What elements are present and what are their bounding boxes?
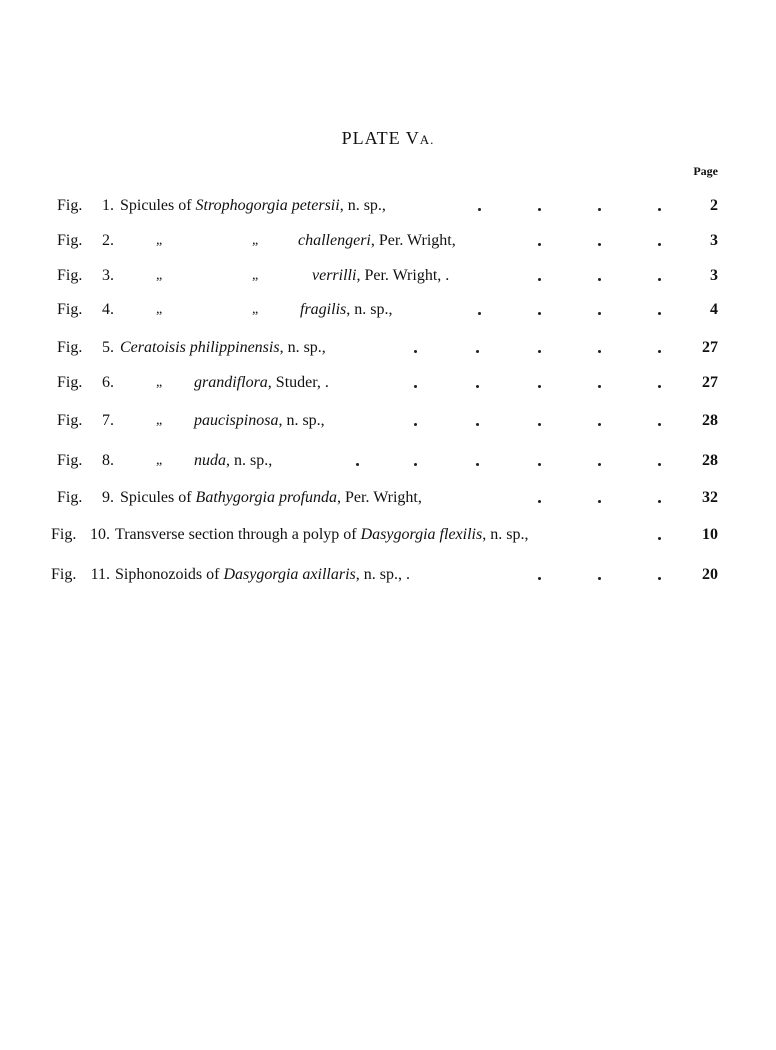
- page-number: 27: [702, 374, 718, 391]
- desc-lead: Spicules of: [120, 197, 196, 214]
- taxon-name: fragilis: [300, 301, 347, 318]
- desc-rest: , Per. Wright, .: [356, 267, 450, 284]
- figure-row-2: [0, 229, 776, 253]
- page-number: 10: [702, 526, 718, 543]
- figure-description: [298, 229, 456, 253]
- ditto-mark: „: [252, 233, 259, 248]
- ditto-mark: „: [156, 413, 163, 428]
- fig-label: Fig.: [57, 412, 83, 429]
- figure-row-6: [0, 371, 776, 395]
- figure-description: [115, 523, 528, 547]
- fig-label: Fig.: [51, 566, 77, 583]
- fig-label: Fig.: [57, 267, 83, 284]
- page-number: 2: [710, 197, 718, 214]
- taxon-name: Bathygorgia profunda: [195, 489, 338, 506]
- page-column-header: Page: [693, 164, 718, 178]
- page-number: 28: [702, 412, 718, 429]
- page-number: 28: [702, 452, 718, 469]
- taxon-name: Dasygorgia flexilis: [360, 526, 483, 543]
- taxon-name: paucispinosa: [194, 412, 279, 429]
- figure-description: [120, 336, 326, 360]
- desc-rest: , Per. Wright,: [370, 232, 456, 249]
- fig-number: 3.: [102, 267, 114, 284]
- figure-description: [120, 486, 422, 510]
- figure-row-9: [0, 486, 776, 510]
- fig-label: Fig.: [57, 452, 83, 469]
- ditto-mark: „: [156, 268, 163, 283]
- desc-rest: , n. sp.,: [278, 412, 325, 429]
- figure-row-8: [0, 449, 776, 473]
- taxon-name: nuda: [194, 452, 226, 469]
- taxon-name: Ceratoisis philippinensis: [120, 339, 280, 356]
- page-number: 32: [702, 489, 718, 506]
- ditto-mark: „: [252, 302, 259, 317]
- page-number: 3: [710, 267, 718, 284]
- ditto-mark: „: [156, 375, 163, 390]
- figure-row-1: [0, 194, 776, 218]
- fig-label: Fig.: [57, 339, 83, 356]
- fig-label: Fig.: [57, 232, 83, 249]
- figure-description: [120, 194, 386, 218]
- fig-number: 2.: [102, 232, 114, 249]
- ditto-mark: „: [156, 302, 163, 317]
- plate-title-suffix: A.: [419, 132, 435, 147]
- fig-number: 5.: [102, 339, 114, 356]
- page-number: 3: [710, 232, 718, 249]
- figure-description: [194, 371, 329, 395]
- desc-rest: , n. sp.,: [482, 526, 529, 543]
- plate-title-main: PLATE V: [341, 128, 420, 148]
- desc-lead: Siphonozoids of: [115, 566, 224, 583]
- figure-description: [194, 449, 272, 473]
- fig-number: 4.: [102, 301, 114, 318]
- figure-description: [300, 298, 392, 322]
- fig-number: 8.: [102, 452, 114, 469]
- fig-label: Fig.: [57, 197, 83, 214]
- desc-rest: , n. sp.,: [339, 197, 386, 214]
- fig-number: 11.: [90, 566, 110, 583]
- fig-number: 9.: [102, 489, 114, 506]
- desc-lead: Spicules of: [120, 489, 196, 506]
- page-number: 4: [710, 301, 718, 318]
- fig-label: Fig.: [51, 526, 77, 543]
- desc-rest: , n. sp.,: [226, 452, 273, 469]
- desc-rest: , n. sp.,: [279, 339, 326, 356]
- ditto-mark: „: [156, 233, 163, 248]
- fig-number: 10.: [90, 526, 110, 543]
- desc-rest: , Per. Wright,: [337, 489, 422, 506]
- desc-lead: Transverse section through a polyp of: [115, 526, 361, 543]
- fig-label: Fig.: [57, 489, 83, 506]
- figure-row-10: [0, 523, 776, 547]
- taxon-name: Dasygorgia axillaris: [223, 566, 356, 583]
- figure-row-7: [0, 409, 776, 433]
- fig-number: 1.: [102, 197, 114, 214]
- ditto-mark: „: [252, 268, 259, 283]
- desc-rest: , n. sp., .: [355, 566, 410, 583]
- fig-number: 6.: [102, 374, 114, 391]
- figure-description: [115, 563, 410, 587]
- page-number: 20: [702, 566, 718, 583]
- fig-label: Fig.: [57, 374, 83, 391]
- taxon-name: grandiflora: [194, 374, 268, 391]
- ditto-mark: „: [156, 453, 163, 468]
- desc-rest: , Studer, .: [267, 374, 329, 391]
- desc-rest: , n. sp.,: [346, 301, 393, 318]
- fig-number: 7.: [102, 412, 114, 429]
- taxon-name: challengeri: [298, 232, 371, 249]
- figure-description: [194, 409, 325, 433]
- taxon-name: verrilli: [312, 267, 357, 284]
- figure-row-11: [0, 563, 776, 587]
- page-number: 27: [702, 339, 718, 356]
- figure-row-5: [0, 336, 776, 360]
- plate-title: [0, 128, 776, 149]
- figure-row-4: [0, 298, 776, 322]
- taxon-name: Strophogorgia petersii: [195, 197, 340, 214]
- figure-description: [312, 264, 449, 288]
- fig-label: Fig.: [57, 301, 83, 318]
- figure-row-3: [0, 264, 776, 288]
